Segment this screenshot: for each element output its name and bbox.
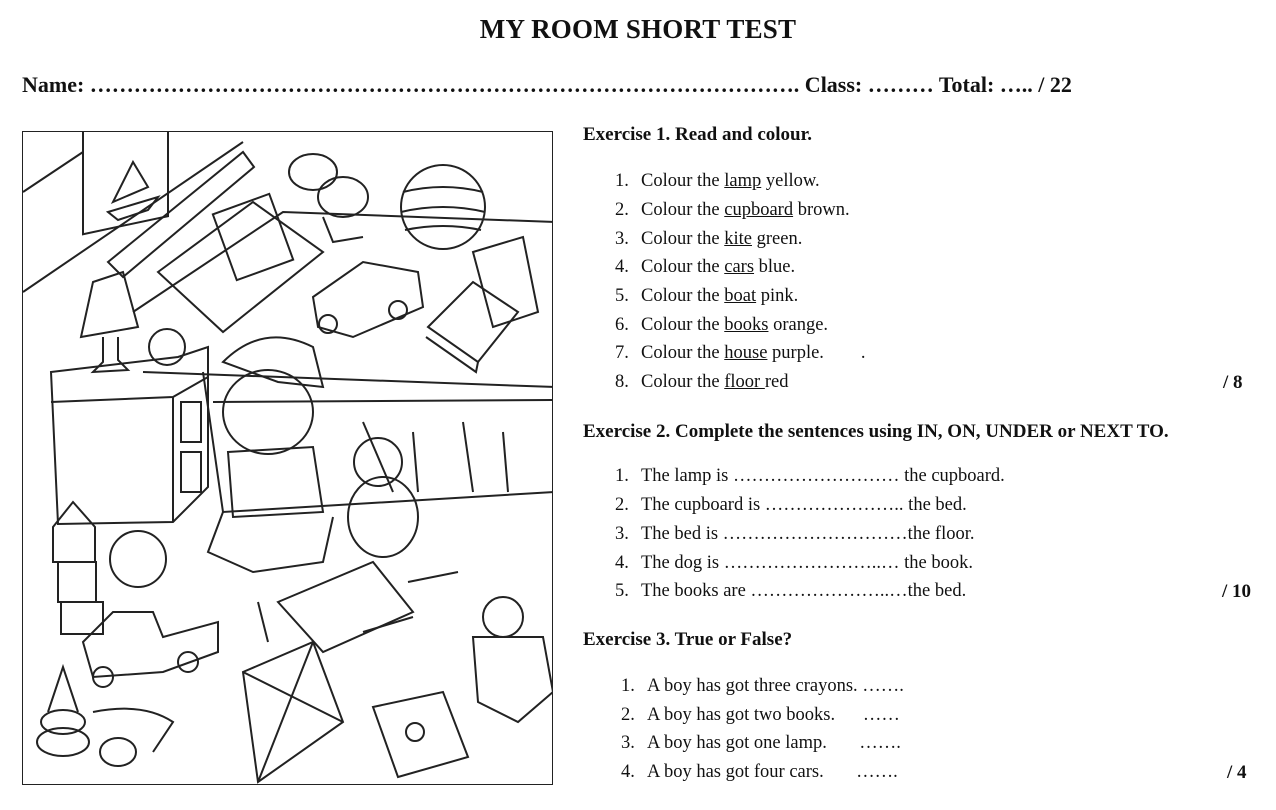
- toy-car-bed: [313, 262, 423, 337]
- exercise-1-item: 7. Colour the house purple. .: [615, 343, 866, 363]
- exercise-3-score: / 4: [1227, 762, 1247, 783]
- exercise-2-score: / 10: [1222, 581, 1252, 602]
- lamp: [81, 272, 138, 372]
- block-tower: [53, 502, 103, 634]
- page-title: MY ROOM SHORT TEST: [479, 14, 797, 44]
- boy: [208, 337, 333, 572]
- stacking-rings: [37, 667, 136, 766]
- exercise-1-item: 2. Colour the cupboard brown.: [615, 200, 850, 220]
- spotted-ball: [110, 531, 166, 587]
- exercise-2-item: 3. The bed is …………………………the floor.: [615, 524, 975, 544]
- teddy-bear: [348, 438, 418, 557]
- exercise-1-item: 5. Colour the boat pink.: [615, 286, 799, 306]
- exercise-2-item: 5. The books are …………………..…the bed.: [615, 581, 967, 601]
- exercise-1-score: / 8: [1223, 372, 1243, 393]
- exercise-1-heading: Exercise 1. Read and colour.: [583, 124, 813, 145]
- exercise-1-item: 6. Colour the books orange.: [615, 315, 829, 335]
- exercise-1-item: 1. Colour the lamp yellow.: [615, 171, 820, 191]
- exercise-1-item: 4. Colour the cars blue.: [615, 257, 796, 277]
- exercise-2-item: 1. The lamp is ……………………… the cupboard.: [615, 466, 1005, 486]
- exercise-1-item: 3. Colour the kite green.: [615, 229, 803, 249]
- exercise-2-heading: Exercise 2. Complete the sentences using IN, ON, UNDER or NEXT TO.: [583, 421, 1169, 442]
- books: [426, 237, 538, 372]
- exercise-3-item: 4. A boy has got four cars. …….: [621, 762, 898, 782]
- exercise-3-item: 1. A boy has got three crayons. …….: [621, 676, 904, 696]
- exercise-2-item: 2. The cupboard is ………………….. the bed.: [615, 495, 967, 515]
- exercise-3-item: 2. A boy has got two books. ……: [621, 705, 900, 725]
- name-class-total-line: Name: ……………………………………………………………………………………. Class: ……… Total: ….. / 22: [22, 72, 1072, 97]
- room-illustration: [22, 131, 553, 785]
- exercise-3-item: 3. A boy has got one lamp. …….: [621, 733, 901, 753]
- boat-picture: [83, 132, 168, 234]
- ball: [401, 165, 485, 249]
- toy-clown: [473, 597, 553, 722]
- kite: [243, 642, 343, 782]
- drawing-paper: [278, 562, 413, 652]
- exercise-2-item: 4. The dog is ……………………..… the book.: [615, 553, 973, 573]
- book-floor: [373, 692, 468, 777]
- exercise-1-item: 8. Colour the floor red: [615, 372, 789, 392]
- toy-dog: [289, 154, 368, 242]
- exercise-3-heading: Exercise 3. True or False?: [583, 629, 793, 650]
